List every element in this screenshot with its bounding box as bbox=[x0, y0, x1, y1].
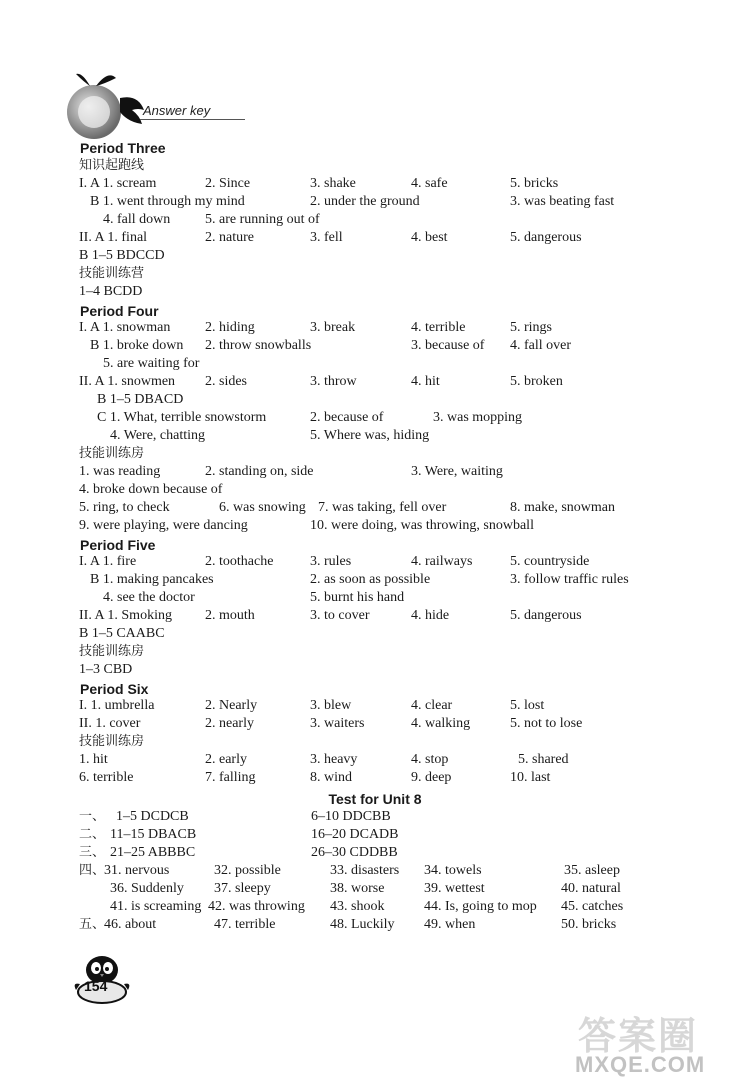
page-number: 154 bbox=[84, 978, 108, 994]
header-title: Answer key bbox=[143, 103, 211, 118]
header-rule bbox=[140, 119, 245, 120]
period-five-title: Period Five bbox=[80, 537, 156, 553]
watermark-chinese: 答案圈 bbox=[578, 1014, 699, 1058]
period-four-title: Period Four bbox=[80, 303, 159, 319]
watermark-url: MXQE.COM bbox=[575, 1052, 706, 1077]
period-six-title: Period Six bbox=[80, 681, 149, 697]
period-three-title: Period Three bbox=[80, 140, 166, 156]
test-title: Test for Unit 8 bbox=[328, 791, 422, 807]
answer-key-page: Answer key Period Three 知识起跑线 I. A 1. scream 2. Since 3. shake 4. safe 5. bricks B 1. went through my mind 2. under the ground 3. was beating fast 4. fall down 5. are running out of II. A 1. final 2. nature 3. fell 4. best 5. dangerous B 1–5 BDCCD 技能训练营 1–4 BCDD Period Four I. A 1. snowman 2. hiding 3. break 4. terrible 5. rings B 1. broke down 2. throw snowballs 3. because of 4. fall over 5. are waiting for II. A 1. snowmen 2. sides 3. throw 4. hit 5. broken B 1–5 DBACD C 1. What, terrible snowstorm 2. because of 3. was mopping 4. Were, chatting 5. Where was, hiding 技能训练房 1. was reading 2. standing on, side 3. Were, waiting 4. broke down because of 5. ring, to check 6. was snowing 7. was taking, fell over 8. make, snowman 9. were playing, were dancing 10. were doing, was throwing, snowball Period Five I. A 1. fire 2. toothache 3. rules 4. railways 5. countryside B 1. making pancakes 2. as soon as possible 3. follow traffic rules 4. see the doctor 5. burnt his hand II. A 1. Smoking 2. mouth 3. to cover 4. hide 5. dangerous B 1–5 CAABC 技能训练房 1–3 CBD Period Six I. 1. umbrella 2. Nearly 3. blew 4. clear 5. lost II. 1. cover 2. nearly 3. waiters 4. walking 5. not to lose 技能训练房 1. hit 2. early 3. heavy 4. stop 5. shared 6. terrible 7. falling 8. wind 9. deep 10. last Test for Unit 8 一、 1–5 DCDCB 6–10 DDCBB 二、 11–15 DBACB 16–20 DCADB 三、 21–25 ABBBC 26–30 CDDBB 四、 31. nervous 32. possible 33. disasters 34. towels 35. asleep 36. Suddenly 37. sleepy 38. worse 39. wettest 40. natural 41. is screaming 42. was throwing 43. shook 44. Is, going to mop 45. catches 五、 46. about 47. terrible 48. Luckily 49. when 50. bricks 154 答案圈 MXQE.COM bbox=[0, 0, 750, 1085]
